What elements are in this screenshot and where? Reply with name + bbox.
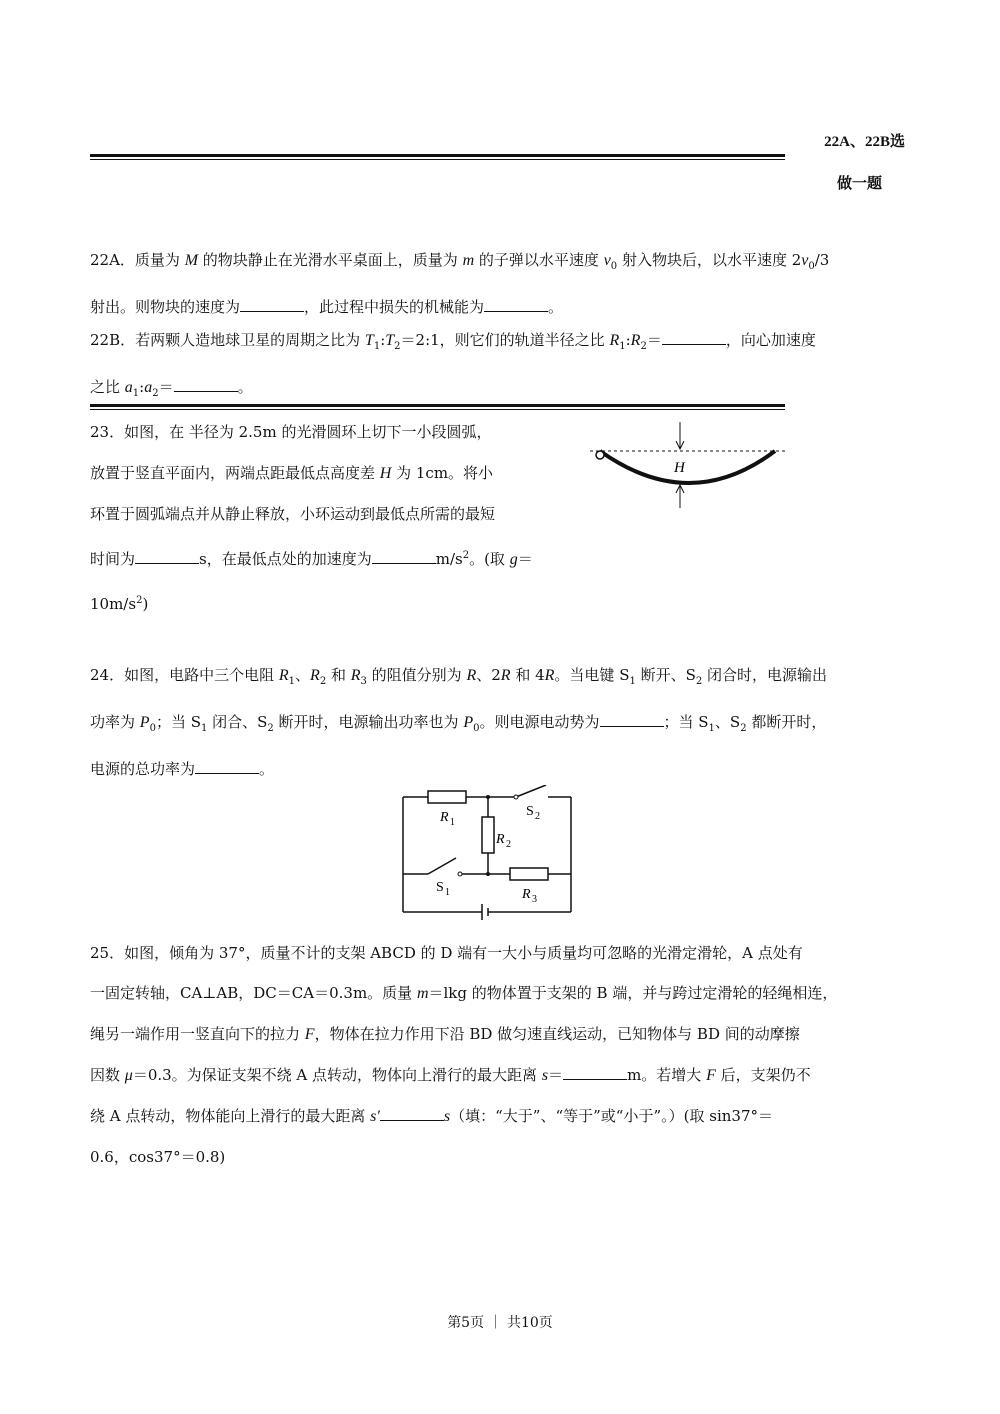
switch-s2 — [516, 785, 546, 797]
resistor-r2 — [482, 817, 494, 853]
answer-blank[interactable] — [380, 1106, 444, 1121]
svg-text:2: 2 — [535, 811, 540, 822]
svg-text:1: 1 — [445, 887, 450, 898]
arc-figure — [590, 420, 790, 515]
resistor-r3 — [510, 868, 548, 880]
switch-s1 — [428, 858, 456, 874]
answer-blank[interactable] — [174, 377, 238, 392]
answer-blank[interactable] — [195, 759, 259, 774]
svg-text:S: S — [436, 880, 444, 895]
question-22b: 22B．若两颗人造地球卫星的周期之比为 $T_1:T_2=2:1$，则它们的轨道半径之比 $R_1:R_2=$ ，向心加速度 之比 $a_1:a_2=$ 。 — [90, 331, 816, 399]
label-h: H — [674, 460, 685, 476]
answer-blank[interactable] — [135, 549, 199, 564]
svg-text:3: 3 — [532, 894, 537, 905]
question-24: 24．如图，电路中三个电阻 $R_1$、$R_2$ 和 $R_3$ 的阻值分别为 R、2R 和 4R。当电键 $S_1$ 断开、$S_2$ 闭合时，电源输出 功率为 $P_0$；当 $S_1$ 闭合、$S_2$ 断开时，电源输出功率也为 $P_0$。则电源电动势为 ；当 $S_1$、$S_2$ 都断开时， 电源的总功率为 。 — [90, 666, 828, 778]
resistor-r1 — [428, 791, 466, 803]
circuit-diagram — [398, 785, 580, 920]
question-25: 25．如图，倾角为 37°，质量不计的支架 ABCD 的 D 端有一大小与质量均可忽略的光滑定滑轮，A 点处有 一固定转轴，CA⊥AB，DC＝CA＝0.3m。质量 m＝lkg 的物体置于支架的 B 端，并与跨过定滑轮的轻绳相连， 绳另一端作用一竖直向下的拉力 F，物体在拉力作用下沿 BD 做匀速直线运动，已知物体与 BD 间的动摩擦 因数 μ＝0.3。为保证支架不绕 A 点转动，物体向上滑行的最大距离 s＝ m。若增大 F 后，支架仍不 绕 A 点转动，物体能向上滑行的最大距离 s′ s（填：“大于”、“等于”或“小于”。）(取 sin37°＝ 0.6，cos37°＝0.8) — [90, 944, 838, 1166]
svg-text:R: R — [496, 832, 505, 847]
answer-blank[interactable] — [563, 1065, 627, 1080]
section-title-line2: 做一题 — [836, 176, 882, 192]
arc-ring — [600, 451, 775, 483]
bottom-double-rule — [90, 404, 785, 410]
svg-text:1: 1 — [450, 817, 455, 828]
section-title-line1: 22A、22B选 — [824, 134, 905, 150]
page-footer: 第5页 ｜ 共10页 — [447, 1315, 553, 1331]
svg-text:S: S — [526, 804, 534, 819]
small-ring — [596, 451, 604, 459]
answer-blank[interactable] — [484, 297, 548, 312]
question-23: 23．如图，在 半径为 2.5m 的光滑圆环上切下一小段圆弧， 放置于竖直平面内，两端点距最低点高度差 H 为 1cm。将小 环置于圆弧端点并从静止释放，小环运动到最低点所需的最短 时间为 s，在最低点处的加速度为 $m/s^2$。(取 $g=10m/s^2$) — [90, 423, 533, 613]
answer-blank[interactable] — [372, 549, 436, 564]
svg-text:2: 2 — [506, 839, 511, 850]
svg-text:R: R — [440, 810, 449, 825]
svg-text:R: R — [522, 887, 531, 902]
question-22a: 22A．质量为 M 的物块静止在光滑水平桌面上，质量为 m 的子弹以水平速度 $v_0$ 射入物块后，以水平速度 $2v_0/3$ 射出。则物块的速度为 ，此过程中损失的机械能为 。 — [90, 251, 830, 316]
answer-blank[interactable] — [240, 297, 304, 312]
answer-blank[interactable] — [662, 330, 726, 345]
top-double-rule — [90, 154, 785, 160]
answer-blank[interactable] — [600, 712, 664, 727]
